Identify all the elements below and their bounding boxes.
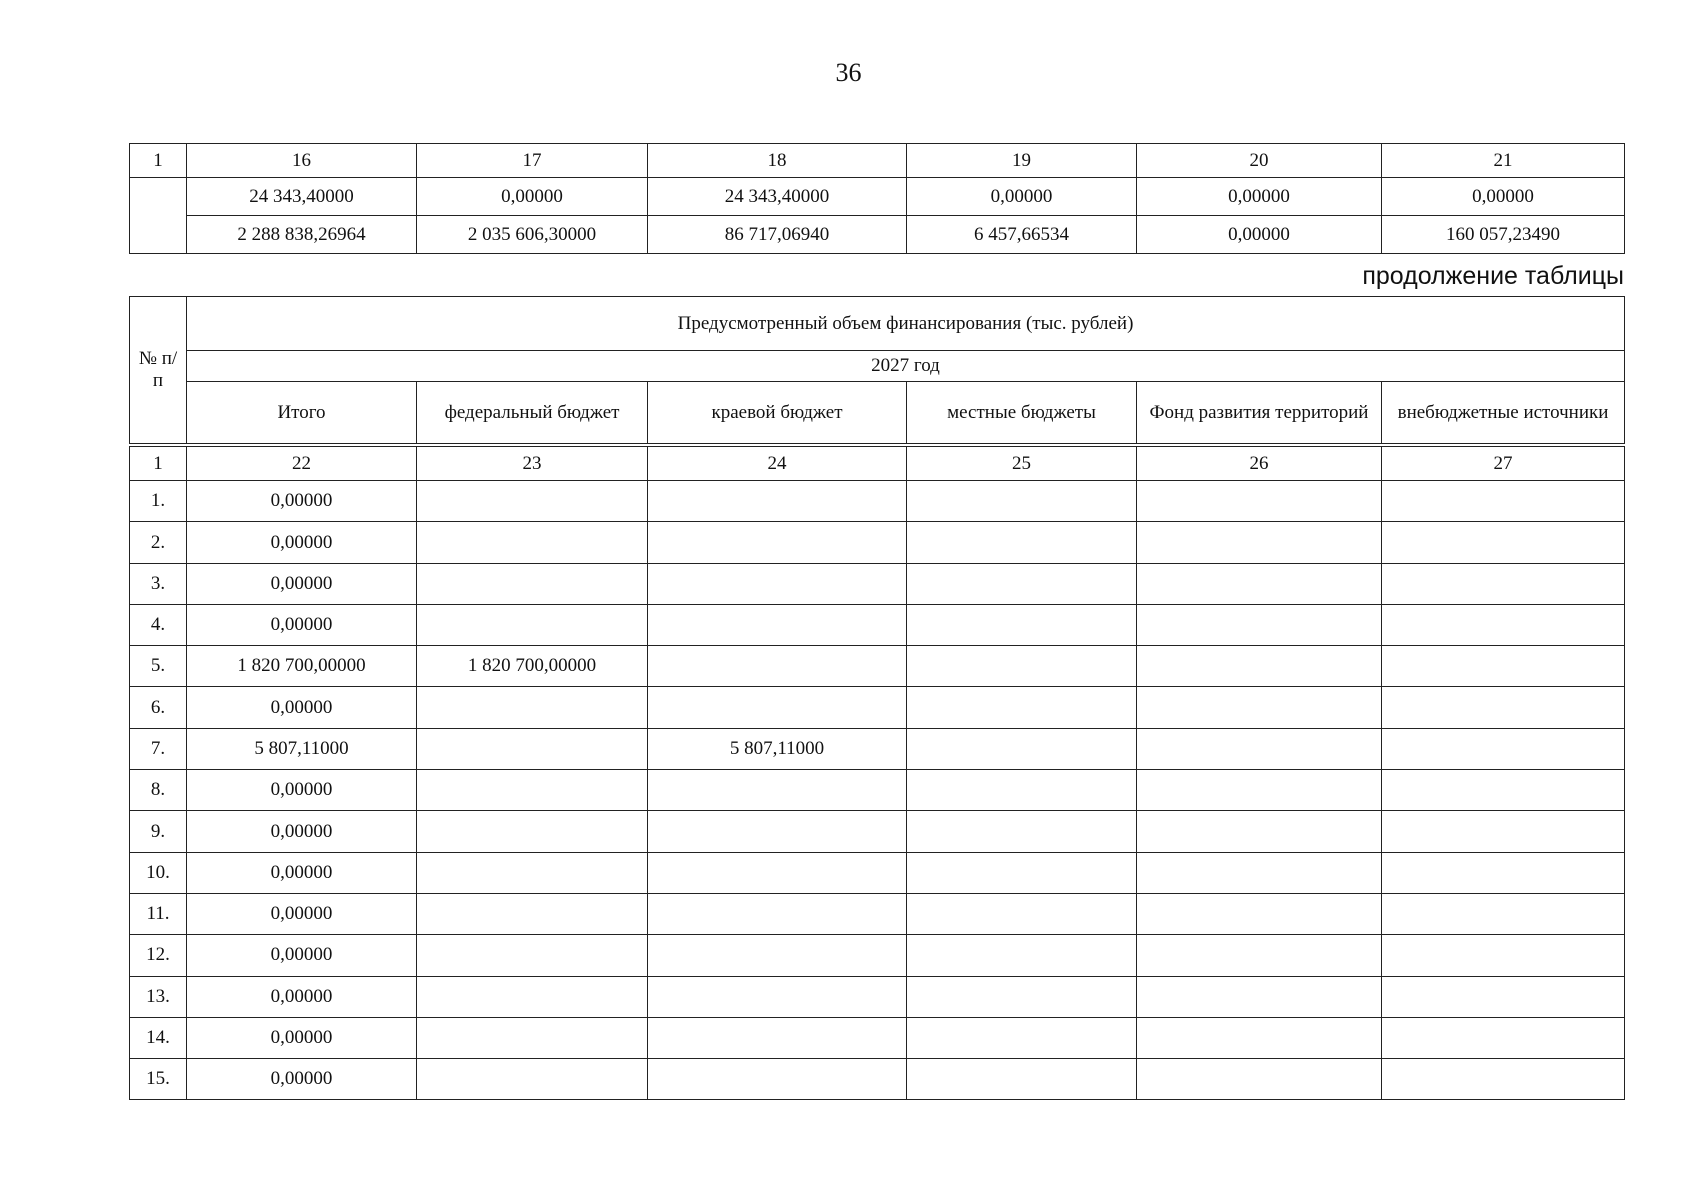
table-cell — [648, 770, 907, 811]
row-number: 14. — [130, 1017, 187, 1058]
table-cell — [1382, 852, 1625, 893]
table-cell: 2 288 838,26964 — [187, 216, 417, 254]
table-cell — [1137, 976, 1382, 1017]
table-cell: 86 717,06940 — [648, 216, 907, 254]
table-cell — [1137, 522, 1382, 563]
column-number: 22 — [187, 447, 417, 481]
table-cell — [648, 687, 907, 728]
table-cell — [907, 563, 1137, 604]
column-number-row — [130, 144, 1625, 178]
row-number: 11. — [130, 893, 187, 934]
table-row — [130, 852, 1625, 893]
row-number: 3. — [130, 563, 187, 604]
row-number: 9. — [130, 811, 187, 852]
column-header-extrabudgetary: внебюджетные источники — [1382, 382, 1625, 444]
table-row — [130, 1017, 1625, 1058]
table-row — [130, 216, 1625, 254]
table-cell — [648, 852, 907, 893]
row-number: 7. — [130, 728, 187, 769]
table-cell — [907, 770, 1137, 811]
column-number: 26 — [1137, 447, 1382, 481]
column-number: 27 — [1382, 447, 1625, 481]
table-row — [130, 770, 1625, 811]
table-cell: 0,00000 — [187, 1017, 417, 1058]
table-row — [130, 893, 1625, 934]
table-row — [130, 481, 1625, 522]
table-cell: 1 820 700,00000 — [187, 646, 417, 687]
table-cell: 0,00000 — [417, 178, 648, 216]
table-cell — [417, 976, 648, 1017]
table-cell: 5 807,11000 — [648, 728, 907, 769]
table-cell: 0,00000 — [1382, 178, 1625, 216]
row-number: 1. — [130, 481, 187, 522]
number-header: № п/п — [130, 297, 187, 444]
table-cell — [1137, 604, 1382, 645]
funding-title: Предусмотренный объем финансирования (тыс. рублей) — [187, 297, 1625, 351]
table-cell — [1382, 563, 1625, 604]
table-row — [130, 563, 1625, 604]
table-cell — [1137, 563, 1382, 604]
table-cell: 0,00000 — [187, 976, 417, 1017]
table-cell: 0,00000 — [1137, 178, 1382, 216]
table-cell — [907, 893, 1137, 934]
table-cell — [417, 563, 648, 604]
table-cell — [907, 976, 1137, 1017]
table-cell — [1382, 1017, 1625, 1058]
table-cell — [417, 852, 648, 893]
table-cell — [417, 1059, 648, 1100]
table-cell: 160 057,23490 — [1382, 216, 1625, 254]
table-cell: 0,00000 — [907, 178, 1137, 216]
table-cell — [417, 687, 648, 728]
table-cell: 0,00000 — [1137, 216, 1382, 254]
table-cell — [907, 811, 1137, 852]
table-cell — [648, 1017, 907, 1058]
table-cell: 0,00000 — [187, 522, 417, 563]
row-number: 6. — [130, 687, 187, 728]
table-cell — [907, 687, 1137, 728]
table-cell: 5 807,11000 — [187, 728, 417, 769]
table-cell — [1137, 1017, 1382, 1058]
row-number: 13. — [130, 976, 187, 1017]
table-cell: 0,00000 — [187, 811, 417, 852]
column-number: 1 — [130, 144, 187, 178]
table-cell: 0,00000 — [187, 852, 417, 893]
column-number: 23 — [417, 447, 648, 481]
table-cell — [907, 522, 1137, 563]
table-cell — [648, 893, 907, 934]
column-number-row — [130, 447, 1625, 481]
table-cell — [648, 1059, 907, 1100]
table-row — [130, 811, 1625, 852]
table-cell — [1137, 646, 1382, 687]
table-cell — [907, 604, 1137, 645]
row-number: 15. — [130, 1059, 187, 1100]
table-cell — [1137, 935, 1382, 976]
table-row — [130, 1059, 1625, 1100]
column-header-regional: краевой бюджет — [648, 382, 907, 444]
table-cell — [1382, 481, 1625, 522]
table-cell — [1382, 646, 1625, 687]
table-cell — [1137, 481, 1382, 522]
continuation-label: продолжение таблицы — [1362, 262, 1624, 290]
table-cell: 0,00000 — [187, 770, 417, 811]
table-cell — [1382, 522, 1625, 563]
row-number: 5. — [130, 646, 187, 687]
table-cell — [1382, 811, 1625, 852]
table-cell — [1382, 1059, 1625, 1100]
table-cell — [417, 522, 648, 563]
table-cell — [1137, 728, 1382, 769]
table-cell: 0,00000 — [187, 687, 417, 728]
table-cell — [1382, 728, 1625, 769]
table-cell — [648, 646, 907, 687]
table-row — [130, 687, 1625, 728]
table-cell — [417, 811, 648, 852]
main-table — [129, 446, 1625, 1100]
table-cell — [1382, 687, 1625, 728]
column-number: 17 — [417, 144, 648, 178]
table-cell — [1382, 770, 1625, 811]
table-cell: 24 343,40000 — [648, 178, 907, 216]
table-cell — [1382, 935, 1625, 976]
table-cell: 0,00000 — [187, 935, 417, 976]
column-number: 20 — [1137, 144, 1382, 178]
table-cell — [1137, 1059, 1382, 1100]
page-number: 36 — [835, 58, 862, 87]
column-number: 19 — [907, 144, 1137, 178]
table-cell — [648, 935, 907, 976]
table-row — [130, 178, 1625, 216]
table-cell — [907, 728, 1137, 769]
table-cell — [417, 481, 648, 522]
table-row — [130, 728, 1625, 769]
table-cell: 24 343,40000 — [187, 178, 417, 216]
column-number: 16 — [187, 144, 417, 178]
table-row — [130, 604, 1625, 645]
table-cell: 0,00000 — [187, 481, 417, 522]
column-header-local: местные бюджеты — [907, 382, 1137, 444]
row-number: 4. — [130, 604, 187, 645]
table-header — [129, 296, 1625, 444]
table-cell — [417, 770, 648, 811]
table-cell — [907, 481, 1137, 522]
table-cell — [907, 852, 1137, 893]
empty-cell — [130, 178, 187, 254]
table-cell — [648, 563, 907, 604]
table-cell: 0,00000 — [187, 563, 417, 604]
table-cell — [907, 646, 1137, 687]
table-row — [130, 935, 1625, 976]
table-cell — [648, 522, 907, 563]
row-number: 10. — [130, 852, 187, 893]
table-row — [130, 976, 1625, 1017]
table-cell — [648, 604, 907, 645]
table-cell: 0,00000 — [187, 1059, 417, 1100]
table-row — [130, 522, 1625, 563]
column-number: 1 — [130, 447, 187, 481]
column-header-territory-fund: Фонд развития территорий — [1137, 382, 1382, 444]
column-header-federal: федеральный бюджет — [417, 382, 648, 444]
row-number: 2. — [130, 522, 187, 563]
table-cell — [1137, 852, 1382, 893]
table-cell — [1137, 811, 1382, 852]
table-cell — [1137, 687, 1382, 728]
column-number: 25 — [907, 447, 1137, 481]
year-header: 2027 год — [187, 351, 1625, 382]
top-table-fragment — [129, 143, 1625, 254]
table-cell — [417, 728, 648, 769]
table-cell — [907, 935, 1137, 976]
column-number: 21 — [1382, 144, 1625, 178]
column-header-total: Итого — [187, 382, 417, 444]
table-cell — [417, 604, 648, 645]
table-cell — [417, 935, 648, 976]
table-cell — [1382, 976, 1625, 1017]
row-number: 8. — [130, 770, 187, 811]
table-cell — [1137, 770, 1382, 811]
table-cell — [1382, 893, 1625, 934]
table-cell: 0,00000 — [187, 604, 417, 645]
table-cell — [648, 976, 907, 1017]
table-cell — [417, 1017, 648, 1058]
table-cell: 1 820 700,00000 — [417, 646, 648, 687]
table-cell: 0,00000 — [187, 893, 417, 934]
table-cell — [1137, 893, 1382, 934]
table-row — [130, 646, 1625, 687]
table-cell — [907, 1059, 1137, 1100]
table-cell: 6 457,66534 — [907, 216, 1137, 254]
table-cell: 2 035 606,30000 — [417, 216, 648, 254]
table-cell — [417, 893, 648, 934]
column-number: 24 — [648, 447, 907, 481]
table-cell — [648, 481, 907, 522]
table-cell — [648, 811, 907, 852]
column-number: 18 — [648, 144, 907, 178]
table-cell — [907, 1017, 1137, 1058]
table-cell — [1382, 604, 1625, 645]
row-number: 12. — [130, 935, 187, 976]
